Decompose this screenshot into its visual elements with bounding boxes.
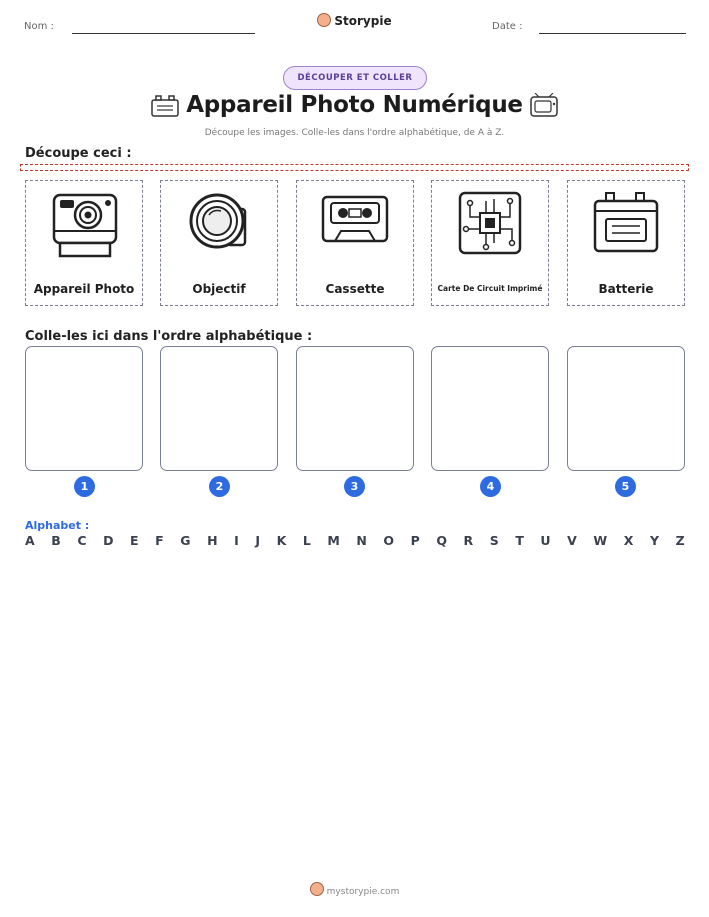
- paste-slot-1[interactable]: [25, 346, 143, 471]
- slot-number-3: 3: [344, 476, 365, 497]
- cut-card-carte-circuit[interactable]: [431, 180, 549, 306]
- alphabet-letter: U: [540, 533, 551, 548]
- slot-number-2: 2: [209, 476, 230, 497]
- brand-logo: [0, 13, 709, 28]
- alphabet-letter: G: [180, 533, 191, 548]
- alphabet-heading: Alphabet :: [25, 519, 90, 532]
- alphabet-letter: E: [130, 533, 139, 548]
- alphabet-letter: O: [383, 533, 395, 548]
- slot-number-4: 4: [480, 476, 501, 497]
- alphabet-letter: B: [51, 533, 61, 548]
- storypie-mascot-icon: [310, 882, 324, 896]
- alphabet-letter: H: [207, 533, 218, 548]
- cut-card-batterie[interactable]: [567, 180, 685, 306]
- footer-url: mystorypie.com: [326, 887, 400, 897]
- alphabet-letter: C: [77, 533, 87, 548]
- slot-number-5: 5: [615, 476, 636, 497]
- cut-card-label: Objectif: [192, 282, 246, 296]
- date-line[interactable]: [539, 33, 686, 34]
- alphabet-letter: A: [25, 533, 35, 548]
- alphabet-letter: V: [567, 533, 577, 548]
- monitor-icon: [529, 93, 559, 119]
- alphabet-letter: L: [302, 533, 311, 548]
- cut-card-label: Appareil Photo: [33, 282, 135, 296]
- alphabet-letter: R: [463, 533, 474, 548]
- alphabet-letter: F: [155, 533, 164, 548]
- alphabet-letter: Y: [649, 533, 659, 548]
- alphabet-letter: Q: [436, 533, 447, 548]
- name-line[interactable]: [72, 33, 255, 34]
- cut-card-label: Cassette: [325, 282, 385, 296]
- cut-card-label: Carte De Circuit Imprimé: [437, 284, 543, 293]
- cassette-icon: [321, 187, 391, 259]
- cut-section-heading: Découpe ceci :: [25, 146, 132, 161]
- slot-number-1: 1: [74, 476, 95, 497]
- alphabet-letter: S: [489, 533, 499, 548]
- storypie-mascot-icon: [317, 13, 331, 27]
- alphabet-letter: K: [276, 533, 287, 548]
- alphabet-letter: T: [515, 533, 524, 548]
- activity-badge: DÉCOUPER ET COLLER: [283, 66, 427, 90]
- alphabet-letter: M: [327, 533, 340, 548]
- cut-card-label: Batterie: [598, 282, 654, 296]
- alphabet-letter: P: [410, 533, 420, 548]
- alphabet-row: [25, 533, 685, 548]
- name-label: Nom :: [24, 21, 54, 32]
- instructions: Découpe les images. Colle-les dans l'ordre alphabétique, de A à Z.: [204, 128, 505, 138]
- alphabet-letter: Z: [675, 533, 685, 548]
- cut-card-cassette[interactable]: [296, 180, 414, 306]
- alphabet-letter: D: [103, 533, 114, 548]
- circuit-board-icon: [456, 187, 526, 259]
- brand-name: Storypie: [334, 14, 392, 28]
- paste-slot-5[interactable]: [567, 346, 685, 471]
- paste-slot-4[interactable]: [431, 346, 549, 471]
- alphabet-letter: X: [623, 533, 634, 548]
- alphabet-letter: J: [255, 533, 260, 548]
- paste-slot-3[interactable]: [296, 346, 414, 471]
- alphabet-letter: I: [234, 533, 239, 548]
- date-label: Date :: [492, 21, 523, 32]
- instant-camera-icon: [50, 187, 120, 259]
- footer: [0, 882, 709, 897]
- camera-lens-icon: [185, 187, 255, 259]
- page-title: Appareil Photo Numérique: [186, 92, 523, 118]
- alphabet-letter: W: [593, 533, 608, 548]
- cut-card-appareil-photo[interactable]: [25, 180, 143, 306]
- car-battery-icon: [592, 187, 662, 259]
- paste-slot-2[interactable]: [160, 346, 278, 471]
- cut-card-objectif[interactable]: [160, 180, 278, 306]
- paste-section-heading: Colle-les ici dans l'ordre alphabétique :: [25, 329, 313, 344]
- cut-line: [20, 164, 689, 171]
- alphabet-letter: N: [356, 533, 367, 548]
